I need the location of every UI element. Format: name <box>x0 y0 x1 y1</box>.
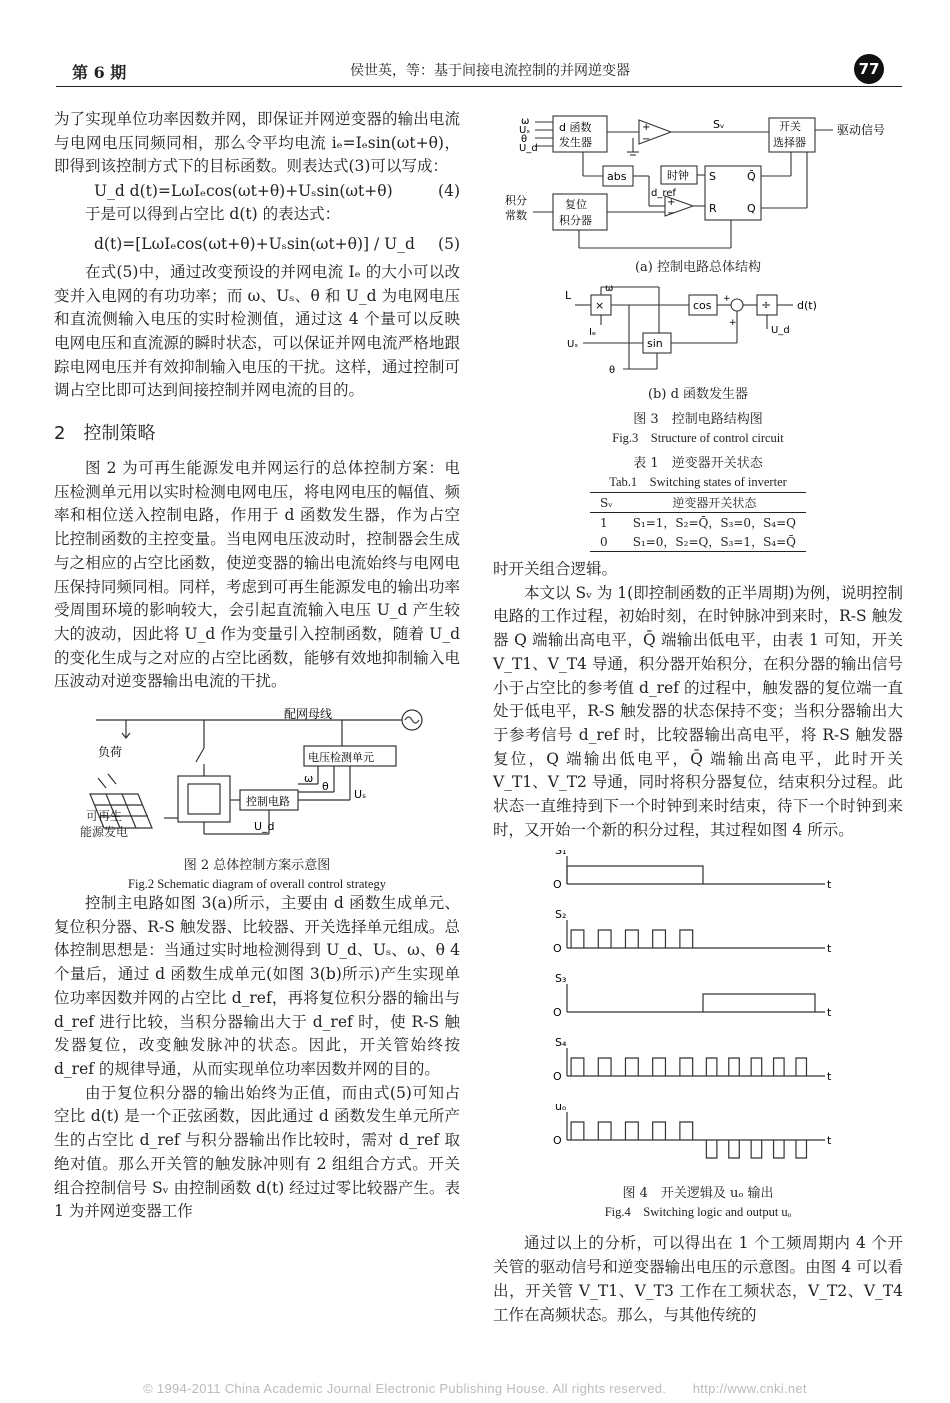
ctrl-label: 控制电路 <box>246 795 290 809</box>
table-1-caption-en: Tab.1 Switching states of inverter <box>609 475 787 489</box>
paragraph: 图 2 为可再生能源发电并网运行的总体控制方案：电压检测单元用以实时检测电网电压，将电网电压的幅值、频率和相位送入控制电路，作用于 d 函数发生器，作为占空比控制函数的主控变量。当电网电压波动时，控制器会生成与之相应的占空比函数，使逆变器的输出电流始终与电网电压保持同频同相。同样，考虑到可再生能源发电的输出功率受周围环境的影响较大，会引起直流输入电压 U_d 产生较大的波动，因此将 U_d 作为变量引入控制函数，随着 U_d 的变化生成与之对应的占空比函数，能够有效地抑制输入电压波动对逆变器输出电流的干扰。 <box>54 459 460 691</box>
omega-in: ω <box>521 116 530 127</box>
switch-icon <box>196 748 204 762</box>
waveform-pulse <box>796 1140 807 1158</box>
drive-label: 驱动信号 <box>837 123 886 137</box>
origin-label: O <box>553 1070 562 1084</box>
const-label1: 积分 <box>505 194 527 207</box>
figure-4-caption: 图 4 开关逻辑及 uₒ 输出 <box>622 1186 774 1202</box>
dt-label: d(t) <box>797 299 817 312</box>
source-label-line1: 可再生 <box>86 809 123 824</box>
page-header <box>0 0 950 92</box>
table-1-caption: 表 1 逆变器开关状态 <box>633 456 763 471</box>
dfunc-label2: 发生器 <box>559 136 592 149</box>
theta-label: θ <box>322 780 329 794</box>
running-title: 侯世英，等：基于间接电流控制的并网逆变器 <box>350 63 630 79</box>
time-label: t <box>827 942 832 956</box>
waveform-pulse <box>571 1058 584 1076</box>
section-heading: 2 控制策略 <box>54 423 156 445</box>
page-number: 77 <box>854 54 884 84</box>
us-label: Uₛ <box>354 788 367 802</box>
time-label: t <box>827 1070 832 1084</box>
table-header-row <box>590 493 806 513</box>
abs-label: abs <box>607 170 627 183</box>
ie-label: Iₑ <box>589 327 597 338</box>
equation-body: U_d d(t)=LωIₑcos(ωt+θ)+Uₛsin(ωt+θ) <box>94 182 393 201</box>
us-in: Uₛ <box>519 125 531 136</box>
omega-label: ω <box>304 772 314 786</box>
ud-in: U_d <box>519 143 538 154</box>
time-label: t <box>827 1134 832 1148</box>
int-label2: 积分器 <box>559 214 592 227</box>
waveform-pulse <box>598 1122 611 1140</box>
origin-label: O <box>553 942 562 956</box>
time-label: t <box>827 1006 832 1020</box>
ud-label: U_d <box>771 325 790 336</box>
figure-3b-caption: (b) d 函数发生器 <box>647 387 749 402</box>
table-row <box>590 532 806 552</box>
figure-3-caption: 图 3 控制电路结构图 <box>633 412 763 427</box>
plus-sign: + <box>642 122 651 133</box>
table-row <box>590 513 806 533</box>
table-cell: 1 <box>600 515 608 530</box>
equation-number: (4) <box>438 182 460 201</box>
waveform-pulse <box>567 866 703 884</box>
figure-2-caption: 图 2 总体控制方案示意图 <box>183 858 331 874</box>
source-label-line2: 能源发电 <box>80 825 129 840</box>
waveform-pulse <box>774 1140 785 1158</box>
origin-label: O <box>553 878 562 892</box>
figure-2 <box>54 708 460 890</box>
figure-3-caption-en: Fig.3 Structure of control circuit <box>612 431 784 445</box>
q-label: Q <box>747 202 756 215</box>
theta-in: θ <box>521 134 528 145</box>
waveform-pulse <box>680 1122 693 1140</box>
waveform-label: S₃ <box>555 972 567 986</box>
issue-label: 第 6 期 <box>72 63 127 82</box>
waveform-pulse <box>751 1058 762 1076</box>
cos-label: cos <box>693 299 712 312</box>
waveform-pulse <box>571 930 584 948</box>
waveform-pulse <box>653 1058 666 1076</box>
waveform-pulse <box>625 1058 638 1076</box>
figure-3b-diagram <box>493 281 903 381</box>
ac-wave-icon <box>405 717 419 723</box>
paragraph: 控制主电路如图 3(a)所示，主要由 d 函数生成单元、复位积分器、R-S 触发器、比较器、开关选择单元组成。总体控制思想是：当通过实时地检测得到 U_d、Uₛ、ω、θ 4 个量后，通过 d 函数生成单元(如图 3(b)所示)产生实现单位功率因数并网的占空比 d_ref，再将复位积分器的输出与 d_ref 进行比较，当积分器输出大于 d_ref 时，使 R-S 触发器复位，改变触发脉冲的状态。因此，开关管始终按 d_ref 的规律导通，从而实现单位功率因数并网的目的。 <box>54 894 460 1078</box>
switching-table <box>590 492 806 552</box>
waveform-pulse <box>680 1058 693 1076</box>
clock-label: 时钟 <box>667 169 689 182</box>
waveform-pulse <box>680 930 693 948</box>
theta-label: θ <box>609 365 616 376</box>
waveform-pulse <box>706 1140 717 1158</box>
qbar-label: Q̄ <box>747 170 756 183</box>
waveform-pulse <box>653 1122 666 1140</box>
time-label: t <box>827 878 832 892</box>
waveform-label: S₄ <box>555 1036 567 1050</box>
bus-label: 配网母线 <box>284 708 333 722</box>
minus-sign2: − <box>667 208 676 219</box>
minus-sign: − <box>642 134 651 145</box>
paragraph: 在式(5)中，通过改变预设的并网电流 Iₑ 的大小可以改变并入电网的有功功率；而 ω、Uₛ、θ 和 U_d 为电网电压和直流侧输入电压的实时检测值，通过这 4 个量可以反映电网电压和直流源的瞬时状态，可以保证并网电流严格地跟踪电网电压并有效抑制输入电压的干扰。这样，通过控制可调占空比即可达到间接控制并网电流的目的。 <box>54 262 460 400</box>
waveform-pulse <box>729 1058 740 1076</box>
source-label <box>80 808 128 840</box>
plus-a: + <box>723 294 731 304</box>
int-label1: 复位 <box>565 198 587 211</box>
l-label: L <box>565 289 572 302</box>
inverter-icon <box>178 776 230 822</box>
equation-body: d(t)=[LωIₑcos(ωt+θ)+Uₛsin(ωt+θ)] / U_d <box>94 234 415 253</box>
header-rule <box>56 86 902 87</box>
sin-label: sin <box>647 337 663 350</box>
table-cell: 0 <box>600 534 608 549</box>
waveform-label: uₒ <box>555 1100 567 1114</box>
s-label: S <box>709 170 716 183</box>
left-column <box>54 108 460 1224</box>
waveform-pulse <box>625 1122 638 1140</box>
paragraph: 为了实现单位功率因数并网，即保证并网逆变器的输出电流与电网电压同频同相，那么令平均电流 iₑ=Iₑsin(ωt+θ)，即得到该控制方式下的目标函数。则表达式(3)可以写成： <box>54 110 460 176</box>
origin-label: O <box>553 1134 562 1148</box>
column-header: 逆变器开关状态 <box>672 496 757 510</box>
waveform-pulse <box>774 1058 785 1076</box>
waveform-pulse <box>706 1058 717 1076</box>
paragraph: 通过以上的分析，可以得出在 1 个工频周期内 4 个开关管的驱动信号和逆变器输出电压的示意图。由图 4 可以看出，开关管 V_T1、V_T3 工作在工频状态，V_T2、V_T4 工作在高频状态。那么，与其他传统的 <box>493 1234 903 1324</box>
sw-label: Sᵥ <box>713 118 725 131</box>
waveform-label: S₂ <box>555 908 567 922</box>
paragraph: 时开关组合逻辑。 <box>493 560 618 578</box>
equation-4 <box>94 179 460 203</box>
waveform-pulse <box>571 1122 584 1140</box>
right-column <box>493 108 903 1327</box>
waveform-pulse <box>598 930 611 948</box>
detect-label: 电压检测单元 <box>308 751 374 765</box>
waveform-pulse <box>703 994 815 1012</box>
plus-sign2: + <box>667 197 676 208</box>
paragraph: 由于复位积分器的输出始终为正值，而由式(5)可知占空比 d(t) 是一个正弦函数，因此通过 d 函数发生单元所产生的占空比 d_ref 与积分器输出作比较时，需对 d_ref 取绝对值。那么开关管的触发脉冲则有 2 组组合方式。开关组合控制信号 Sᵥ 由控制函数 d(t) 经过过零比较器产生。表 1 为并网逆变器工作 <box>54 1083 460 1221</box>
const-label2: 常数 <box>505 209 527 222</box>
figure-3a-caption: (a) 控制电路总体结构 <box>634 260 762 275</box>
r-label: R <box>709 202 717 215</box>
omega-label: ω <box>605 283 614 294</box>
table-cell: S₁=0，S₂=Q，S₃=1，S₄=Q̄ <box>632 535 796 549</box>
waveform-pulse <box>729 1140 740 1158</box>
ud-label: U_d <box>254 820 275 834</box>
figure-4-waveforms <box>493 850 903 1180</box>
load-label: 负荷 <box>98 745 123 760</box>
dfunc-label1: d 函数 <box>559 121 592 134</box>
waveform-label: S₁ <box>555 850 567 858</box>
equation-5 <box>94 227 460 261</box>
figure-2-caption-en: Fig.2 Schematic diagram of overall control strategy <box>128 877 386 892</box>
dref-label: d_ref <box>651 188 676 199</box>
equation-number: (5) <box>438 234 460 253</box>
us-label: Uₛ <box>567 339 579 350</box>
figure-3a-diagram <box>493 108 903 258</box>
table-cell: S₁=1，S₂=Q̄，S₃=0，S₄=Q <box>632 516 796 530</box>
times-label: × <box>595 299 605 312</box>
waveform-pulse <box>751 1140 762 1158</box>
waveform-pulse <box>653 930 666 948</box>
paragraph: 于是可以得到占空比 d(t) 的表达式： <box>85 205 341 224</box>
paragraph: 本文以 Sᵥ 为 1(即控制函数的正半周期)为例，说明控制电路的工作过程，初始时刻，在时钟脉冲到来时，R-S 触发器 Q 端输出高电平，Q̄ 端输出低电平，由表 1 可知，开关 V_T1、V_T4 导通，积分器开始积分，在积分器的输出信号小于占空比的参考值 d_ref 的过程中，触发器的复位端一直处于低电平，R-S 触发器的状态保持不变；当积分器输出大于参考信号 d_ref 时，比较器输出高电平，将 R-S 触发器复位，Q 端输出低电平，Q̄ 端输出高电平，此时开关 V_T1、V_T2 导通，同时将积分器复位，结束积分过程。此状态一直维持到下一个时钟到来时结束，待下一个时钟到来时，又开始一个新的积分过程，其过程如图 4 所示。 <box>493 583 903 839</box>
column-header: Sᵥ <box>600 495 613 510</box>
sel-label1: 开关 <box>779 120 801 133</box>
waveform-pulse <box>796 1058 807 1076</box>
sel-label2: 选择器 <box>773 136 806 149</box>
copyright-footer: © 1994-2011 China Academic Journal Electronic Publishing House. All rights reserved. http://www.cnki.net <box>143 1381 807 1396</box>
figure-4-caption-en: Fig.4 Switching logic and output uₒ <box>604 1205 792 1220</box>
plus-b: + <box>729 318 737 328</box>
waveform-pulse <box>625 930 638 948</box>
waveform-pulse <box>598 1058 611 1076</box>
origin-label: O <box>553 1006 562 1020</box>
div-label: ÷ <box>761 298 772 312</box>
